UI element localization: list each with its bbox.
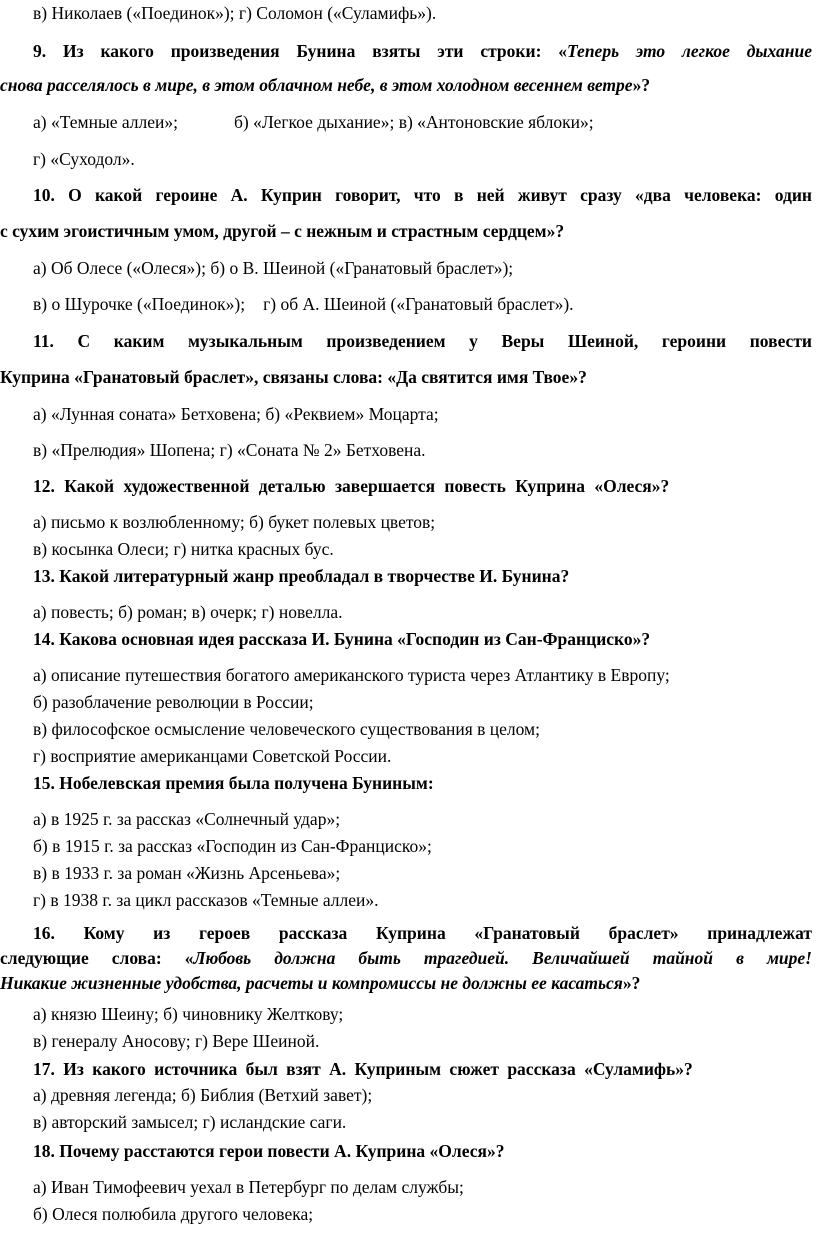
question-14-option-b: б) разоблачение революции в России; [33, 692, 314, 712]
question-9-cont: снова расселялось в мире, в этом облачном небе, в этом холодном весеннем ветре»? [0, 75, 651, 95]
question-15-option-b: б) в 1915 г. за рассказ «Господин из Сан-Франциско»; [33, 836, 432, 856]
question-16-cont: следующие слова: «Любовь должна быть трагедией. Величайшей тайной в мире! [0, 948, 812, 968]
question-16-options-2: в) генералу Аносову; г) Вере Шеиной. [33, 1031, 320, 1051]
question-12: 12. Какой художественной деталью завершается повесть Куприна «Олеся»? [33, 476, 670, 496]
question-14-option-a: а) описание путешествия богатого американского туриста через Атлантику в Европу; [33, 665, 670, 685]
answer-line: в) Николаев («Поединок»); г) Соломон («Суламифь»). [33, 3, 437, 23]
question-17: 17. Из какого источника был взят А. Куприным сюжет рассказа «Суламифь»? [33, 1059, 693, 1079]
question-9: 9. Из какого произведения Бунина взяты эти строки: «Теперь это легкое дыхание [33, 41, 812, 61]
question-15-option-a: а) в 1925 г. за рассказ «Солнечный удар»; [33, 809, 341, 829]
question-18-option-a: а) Иван Тимофеевич уехал в Петербург по делам службы; [33, 1177, 464, 1197]
question-10: 10. О какой героине А. Куприн говорит, что в ней живут сразу «два человека: один [33, 185, 812, 205]
question-16: 16. Кому из героев рассказа Куприна «Гранатовый браслет» принадлежат [33, 923, 812, 943]
question-13-options: а) повесть; б) роман; в) очерк; г) новелла. [33, 602, 343, 622]
question-17-options: а) древняя легенда; б) Библия (Ветхий завет); [33, 1085, 373, 1105]
question-9-option-g: г) «Суходол». [33, 149, 135, 169]
question-10-options: а) Об Олесе («Олеся»); б) о В. Шеиной («Гранатовый браслет»); [33, 258, 514, 278]
question-11-options: а) «Лунная соната» Бетховена; б) «Реквием» Моцарта; [33, 404, 439, 424]
question-12-options: а) письмо к возлюбленному; б) букет полевых цветов; [33, 512, 436, 532]
question-14-option-d: г) восприятие американцами Советской России. [33, 746, 392, 766]
question-15: 15. Нобелевская премия была получена Буниным: [33, 773, 434, 793]
question-11-options-2: в) «Прелюдия» Шопена; г) «Соната № 2» Бетховена. [33, 440, 426, 460]
question-16-options: а) князю Шеину; б) чиновнику Желткову; [33, 1004, 344, 1024]
question-15-option-d: г) в 1938 г. за цикл рассказов «Темные аллеи». [33, 890, 379, 910]
question-17-options-2: в) авторский замысел; г) исландские саги. [33, 1112, 347, 1132]
question-13: 13. Какой литературный жанр преобладал в творчестве И. Бунина? [33, 566, 570, 586]
question-9-options: а) «Темные аллеи»; б) «Легкое дыхание»; в) «Антоновские яблоки»; [33, 112, 594, 132]
question-10-options-2: в) о Шурочке («Поединок»); г) об А. Шеиной («Гранатовый браслет»). [33, 294, 574, 314]
question-18-option-b: б) Олеся полюбила другого человека; [33, 1204, 314, 1224]
question-10-cont: с сухим эгоистичным умом, другой – с нежным и страстным сердцем»? [0, 221, 565, 241]
question-12-options-2: в) косынка Олеси; г) нитка красных бус. [33, 539, 334, 559]
question-11-cont: Куприна «Гранатовый браслет», связаны слова: «Да святится имя Твое»? [0, 367, 587, 387]
question-18: 18. Почему расстаются герои повести А. Куприна «Олеся»? [33, 1141, 505, 1161]
question-14: 14. Какова основная идея рассказа И. Бунина «Господин из Сан-Франциско»? [33, 629, 651, 649]
question-15-option-c: в) в 1933 г. за роман «Жизнь Арсеньева»; [33, 863, 341, 883]
question-11: 11. С каким музыкальным произведением у Веры Шеиной, героини повести [33, 331, 812, 351]
question-16-cont-2: Никакие жизненные удобства, расчеты и компромиссы не должны ее касаться»? [0, 973, 641, 993]
question-14-option-c: в) философское осмысление человеческого существования в целом; [33, 719, 540, 739]
